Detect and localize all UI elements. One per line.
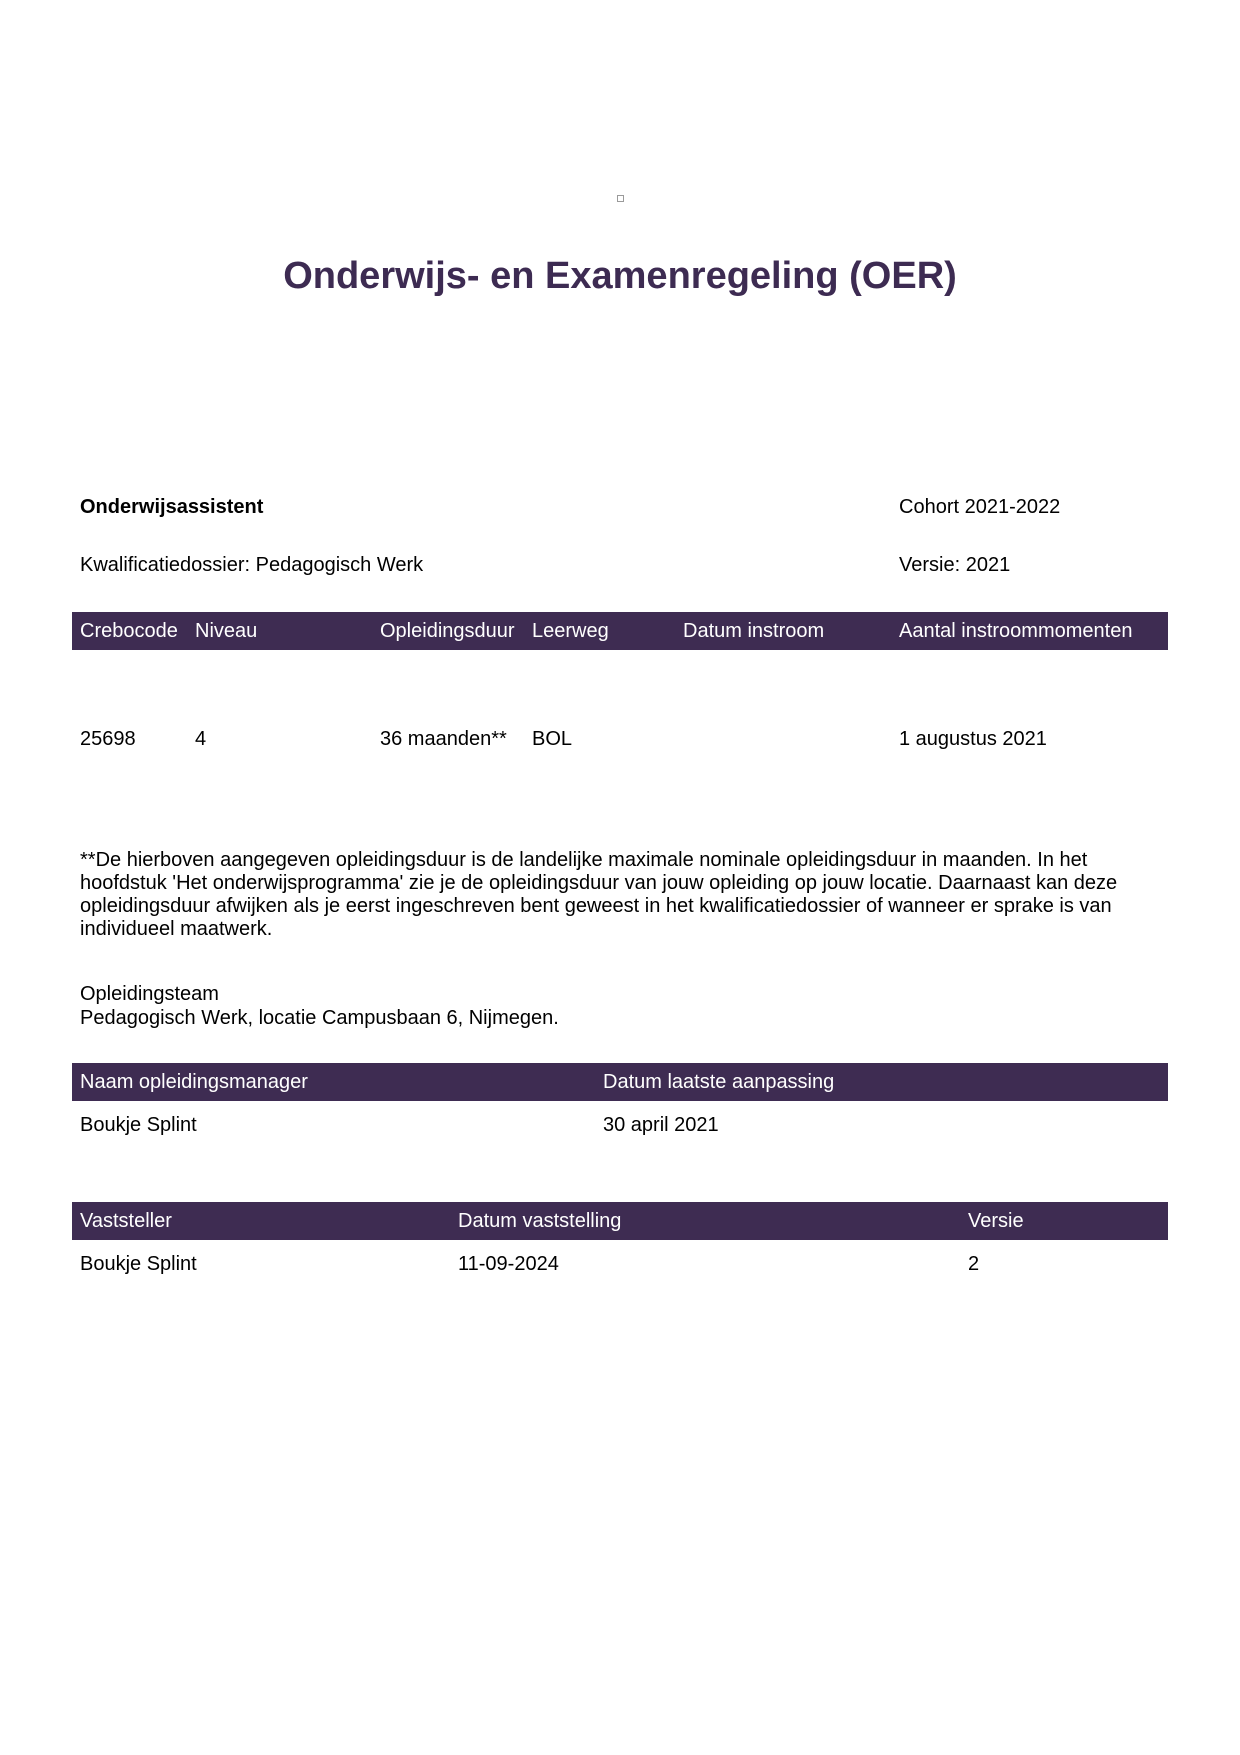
header-aantal-instroommomenten: Aantal instroommomenten — [899, 620, 1133, 642]
header-vaststeller: Vaststeller — [80, 1210, 172, 1232]
header-leerweg: Leerweg — [532, 620, 609, 642]
approval-table-header — [72, 1202, 1168, 1240]
cell-niveau: 4 — [195, 728, 207, 750]
cell-crebocode: 25698 — [80, 728, 136, 750]
header-datum-vaststelling: Datum vaststelling — [458, 1210, 622, 1232]
cell-opleidingsduur: 36 maanden** — [380, 728, 507, 750]
cell-vaststeller: Boukje Splint — [80, 1253, 197, 1275]
version-label: Versie: 2021 — [899, 554, 1011, 576]
program-name: Onderwijsassistent — [80, 496, 264, 518]
cell-manager-name: Boukje Splint — [80, 1114, 197, 1136]
cell-leerweg: BOL — [532, 728, 573, 750]
header-datum-instroom: Datum instroom — [683, 620, 825, 642]
program-table-header — [72, 612, 1168, 650]
team-location: Pedagogisch Werk, locatie Campusbaan 6, Nijmegen. — [80, 1007, 559, 1029]
cell-versie: 2 — [968, 1253, 980, 1275]
header-versie: Versie — [968, 1210, 1024, 1232]
header-niveau: Niveau — [195, 620, 258, 642]
header-naam-opleidingsmanager: Naam opleidingsmanager — [80, 1071, 308, 1093]
header-crebocode: Crebocode — [80, 620, 178, 642]
cohort-label: Cohort 2021-2022 — [899, 496, 1061, 518]
header-datum-laatste-aanpassing: Datum laatste aanpassing — [603, 1071, 835, 1093]
cell-last-modified: 30 april 2021 — [603, 1114, 719, 1136]
team-label: Opleidingsteam — [80, 983, 219, 1005]
logo-placeholder-icon — [617, 195, 624, 202]
cell-datum-vaststelling: 11-09-2024 — [458, 1253, 559, 1275]
page-title: Onderwijs- en Examenregeling (OER) — [283, 255, 957, 297]
cell-aantal-instroommomenten: 1 augustus 2021 — [899, 728, 1047, 750]
header-opleidingsduur: Opleidingsduur — [380, 620, 515, 642]
duration-footnote: **De hierboven aangegeven opleidingsduur is de landelijke maximale nominale opleidingsduur in maanden. In het hoofdstuk 'Het onderwijsprogramma' zie je de opleidingsduur van jouw opleiding op jouw locatie. Daarnaast kan deze opleidingsduur afwijken als je eerst ingeschreven bent geweest in het kwalificatiedossier of wanneer er sprake is van individueel maatwerk. — [80, 849, 1118, 940]
education-team — [80, 982, 559, 1030]
qualification-dossier: Kwalificatiedossier: Pedagogisch Werk — [80, 554, 424, 576]
manager-table-header — [72, 1063, 1168, 1101]
